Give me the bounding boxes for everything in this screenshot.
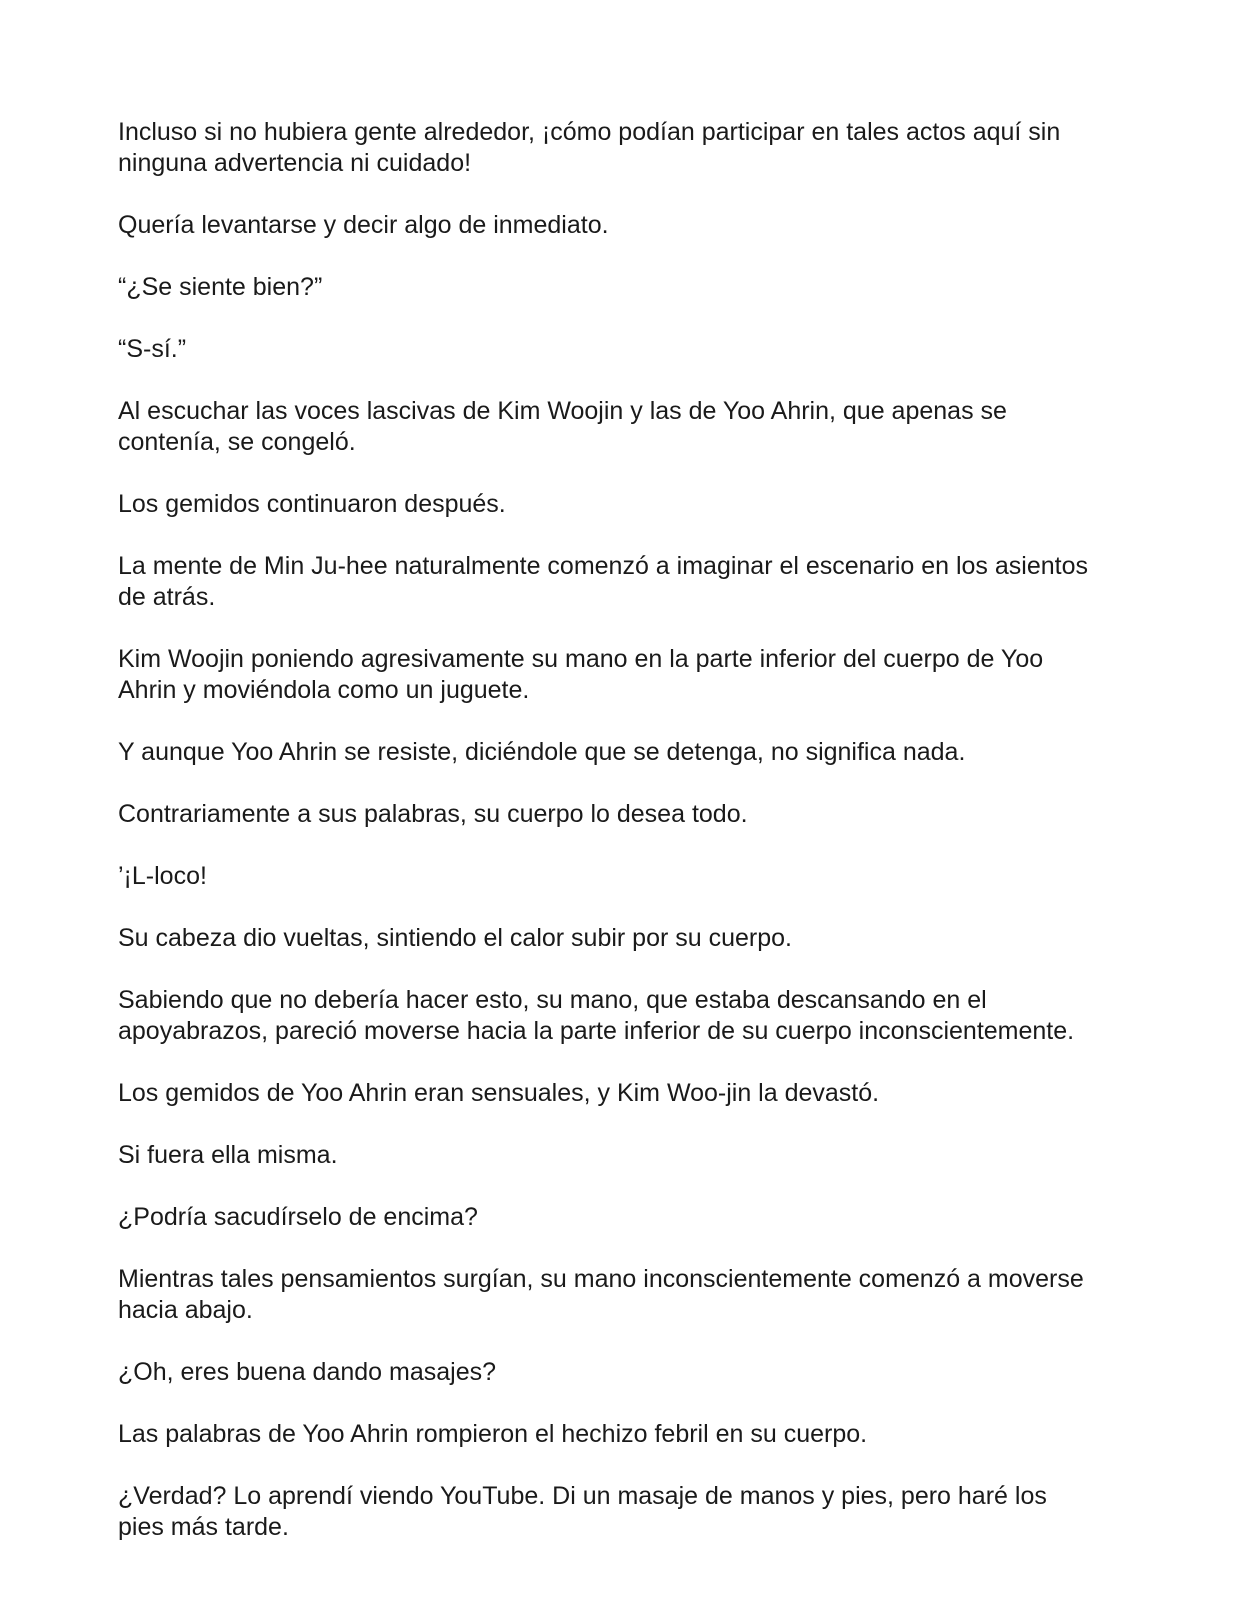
paragraph: Contrariamente a sus palabras, su cuerpo lo desea todo. (118, 800, 748, 828)
paragraph: Al escuchar las voces lascivas de Kim Woojin y las de Yoo Ahrin, que apenas se contenía, se congeló. (118, 397, 1007, 456)
paragraph: Sabiendo que no debería hacer esto, su mano, que estaba descansando en el apoyabrazos, pareció moverse hacia la parte inferior de su cuerpo inconscientemente. (118, 986, 1075, 1045)
paragraph: Los gemidos continuaron después. (118, 490, 506, 518)
paragraph: Los gemidos de Yoo Ahrin eran sensuales, y Kim Woo-jin la devastó. (118, 1079, 880, 1107)
paragraph: Su cabeza dio vueltas, sintiendo el calor subir por su cuerpo. (118, 924, 792, 952)
paragraph: Quería levantarse y decir algo de inmediato. (118, 211, 609, 239)
document-body (118, 117, 1098, 1543)
paragraph: ¿Podría sacudírselo de encima? (118, 1203, 478, 1231)
paragraph: La mente de Min Ju-hee naturalmente comenzó a imaginar el escenario en los asientos de atrás. (118, 552, 1088, 611)
paragraph: ¿Oh, eres buena dando masajes? (118, 1358, 497, 1386)
paragraph: Si fuera ella misma. (118, 1141, 338, 1169)
paragraph: “¿Se siente bien?” (118, 273, 323, 301)
paragraph: Kim Woojin poniendo agresivamente su mano en la parte inferior del cuerpo de Yoo Ahrin y moviéndola como un juguete. (118, 645, 1044, 704)
paragraph: ’¡L-loco! (118, 862, 207, 890)
paragraph: Incluso si no hubiera gente alrededor, ¡cómo podían participar en tales actos aquí sin ninguna advertencia ni cuidado! (118, 118, 1061, 177)
paragraph: Y aunque Yoo Ahrin se resiste, diciéndole que se detenga, no significa nada. (118, 738, 966, 766)
paragraph: Las palabras de Yoo Ahrin rompieron el hechizo febril en su cuerpo. (118, 1420, 868, 1448)
paragraph: Mientras tales pensamientos surgían, su mano inconscientemente comenzó a moverse hacia abajo. (118, 1265, 1084, 1324)
paragraph: “S-sí.” (118, 335, 187, 363)
paragraph: ¿Verdad? Lo aprendí viendo YouTube. Di un masaje de manos y pies, pero haré los pies más tarde. (118, 1482, 1047, 1541)
